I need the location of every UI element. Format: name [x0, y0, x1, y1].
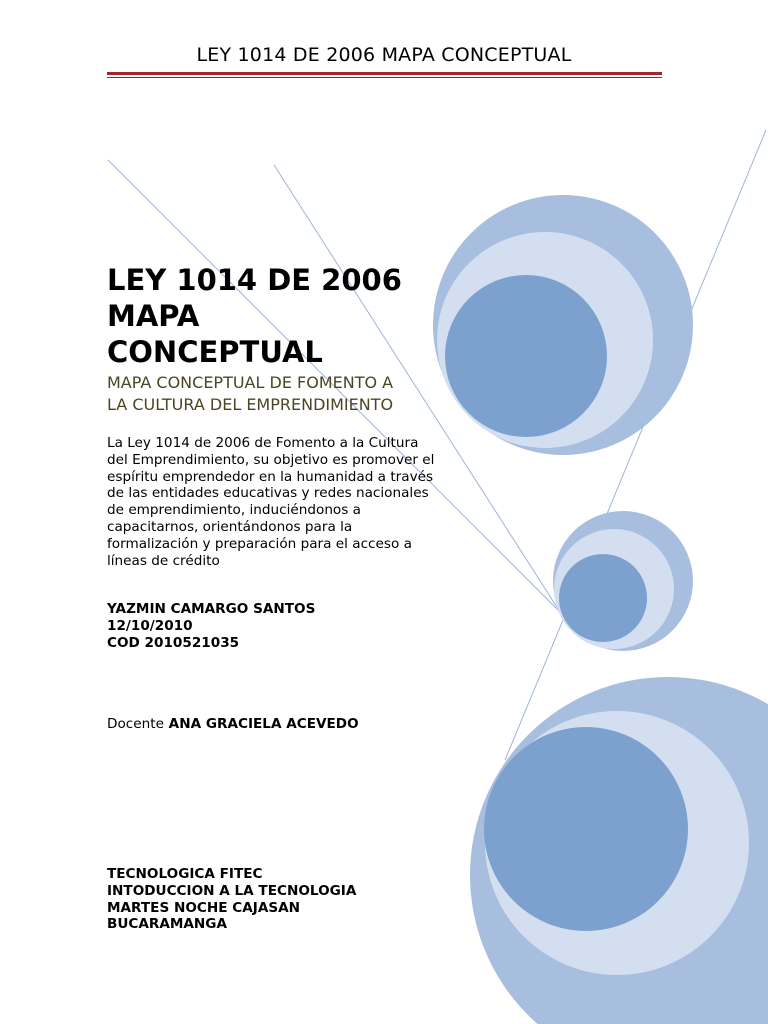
institution-line: TECNOLOGICA FITEC: [107, 866, 263, 882]
institution-block: [107, 866, 437, 933]
cover-abstract: La Ley 1014 de 2006 de Fomento a la Cultura del Emprendimiento, su objetivo es promover el espíritu emprendedor en la humanidad a través de las entidades educativas y redes nacionales de emprendimiento, induciéndonos a capacitarnos, orientándonos para la formalización y preparación para el acceso a líneas de crédito: [107, 435, 435, 569]
cover-subtitle-line: MAPA CONCEPTUAL DE FOMENTO A: [107, 373, 394, 392]
cover-title-line: CONCEPTUAL: [107, 335, 323, 369]
cover-title-line: MAPA: [107, 299, 200, 333]
teacher-name: ANA GRACIELA ACEVEDO: [168, 716, 359, 732]
circle-mid-inner: [559, 554, 647, 642]
author-block: [107, 601, 437, 651]
decor-circle-top: [433, 195, 693, 455]
teacher-label: Docente: [107, 716, 164, 732]
cover-subtitle-line: LA CULTURA DEL EMPRENDIMIENTO: [107, 395, 394, 414]
author-name: YAZMIN CAMARGO SANTOS: [107, 601, 316, 617]
document-date: 12/10/2010: [107, 617, 193, 634]
institution-line: MARTES NOCHE CAJASAN: [107, 899, 301, 916]
student-code: COD 2010521035: [107, 634, 240, 651]
decor-circle-bottom: [470, 677, 768, 1024]
cover-title: [107, 262, 447, 370]
cover-title-line: LEY 1014 DE 2006: [107, 263, 402, 297]
header-title: LEY 1014 DE 2006 MAPA CONCEPTUAL: [196, 44, 572, 66]
cover-subtitle: [107, 372, 437, 416]
institution-line: INTODUCCION A LA TECNOLOGIA: [107, 882, 357, 899]
teacher-block: [107, 716, 437, 733]
decor-circle-middle: [553, 511, 693, 651]
circle-top-inner: [445, 275, 607, 437]
circle-bot-inner: [484, 727, 688, 931]
institution-line: BUCARAMANGA: [107, 916, 227, 933]
